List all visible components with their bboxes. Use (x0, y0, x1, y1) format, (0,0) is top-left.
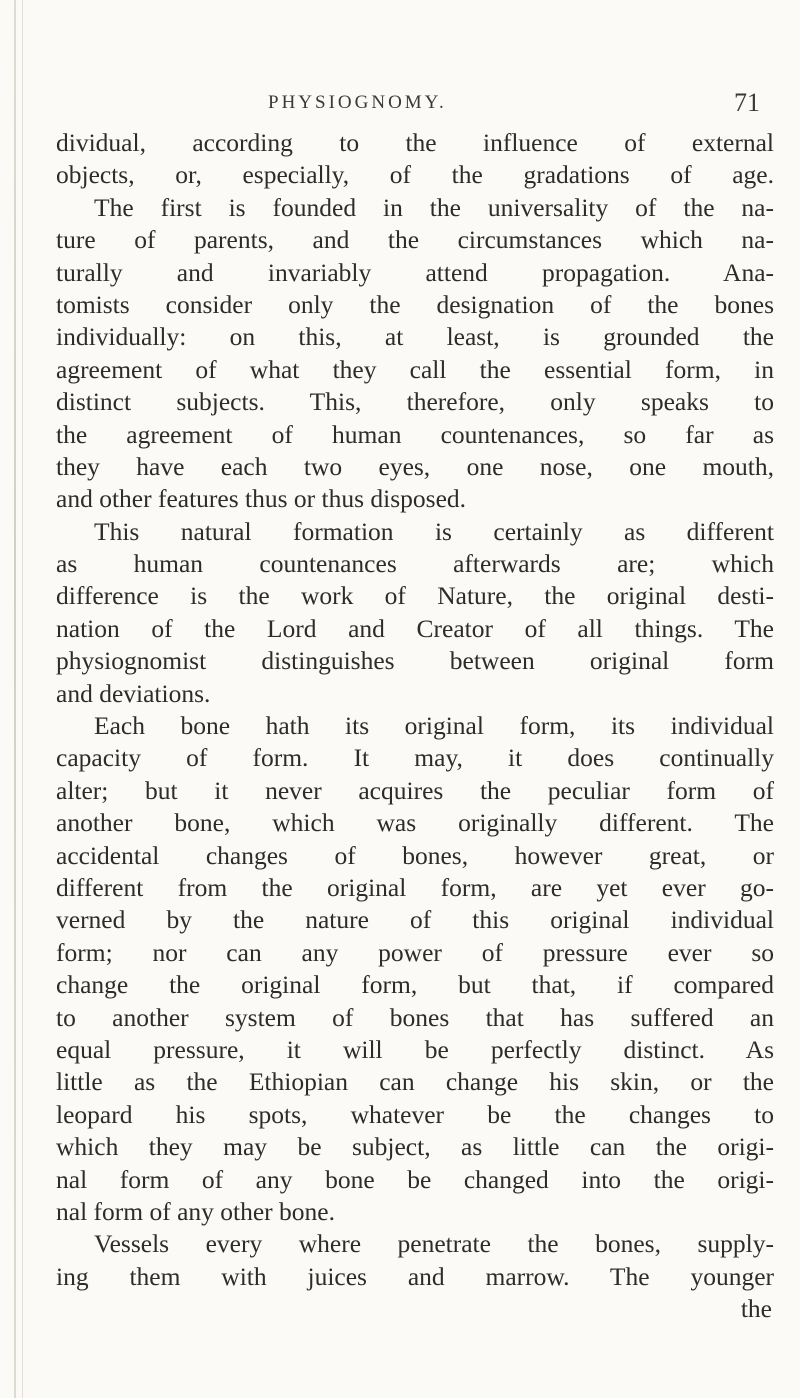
text-line: nal form of any other bone. (56, 1196, 335, 1226)
text-line: little as the Ethiopian can change his skin, or the (56, 1067, 774, 1097)
text-line: and other features thus or thus disposed. (56, 484, 467, 514)
text-line: the agreement of human countenances, so far as (56, 419, 774, 449)
text-line: nal form of any bone be changed into the origi- (56, 1164, 774, 1194)
text-line: This natural formation is certainly as different (94, 516, 774, 546)
text-line: equal pressure, it will be perfectly distinct. As (56, 1034, 774, 1064)
text-line: as human countenances afterwards are; which (56, 549, 774, 579)
text-line: another bone, which was originally different. The (56, 808, 774, 838)
gutter-shadow (14, 0, 16, 1398)
text-line: to another system of bones that has suffered an (56, 1002, 774, 1032)
running-title: PHYSIOGNOMY. (268, 92, 447, 113)
text-line: difference is the work of Nature, the original desti- (56, 581, 774, 611)
page-number: 71 (734, 88, 760, 117)
text-line: they have each two eyes, one nose, one mouth, (56, 451, 774, 481)
text-line: alter; but it never acquires the peculiar form of (56, 775, 774, 805)
text-line: agreement of what they call the essential form, in (56, 354, 774, 384)
text-line: verned by the nature of this original individual (56, 905, 774, 935)
gutter-edge (22, 0, 23, 1398)
text-line: individually: on this, at least, is grounded the (56, 322, 774, 352)
text-line: tomists consider only the designation of the bones (56, 289, 774, 319)
text-line: nation of the Lord and Creator of all things. The (56, 613, 774, 643)
text-line: distinct subjects. This, therefore, only speaks to (56, 387, 774, 417)
catchword: the (740, 1294, 772, 1324)
text-line: ing them with juices and marrow. The younger (56, 1261, 774, 1291)
text-line: and deviations. (56, 678, 211, 708)
text-line: ture of parents, and the circumstances which na- (56, 225, 774, 255)
text-line: objects, or, especially, of the gradations of age. (56, 160, 774, 190)
text-line: which they may be subject, as little can the origi- (56, 1132, 774, 1162)
body-text (56, 127, 774, 1325)
page-header (0, 88, 800, 124)
text-line: physiognomist distinguishes between original form (56, 646, 774, 676)
text-line: change the original form, but that, if compared (56, 970, 774, 1000)
text-line: turally and invariably attend propagation. Ana- (56, 257, 774, 287)
text-line: dividual, according to the influence of external (56, 128, 774, 157)
text-line: The first is founded in the universality of the na- (94, 192, 774, 222)
text-line: Vessels every where penetrate the bones, supply- (94, 1229, 774, 1259)
text-line: Each bone hath its original form, its individual (94, 711, 774, 741)
text-line: leopard his spots, whatever be the changes to (56, 1099, 774, 1129)
text-line: accidental changes of bones, however great, or (56, 840, 774, 870)
text-line: capacity of form. It may, it does continually (56, 743, 774, 773)
text-line: form; nor can any power of pressure ever so (56, 937, 774, 967)
text-line: different from the original form, are yet ever go- (56, 872, 774, 902)
